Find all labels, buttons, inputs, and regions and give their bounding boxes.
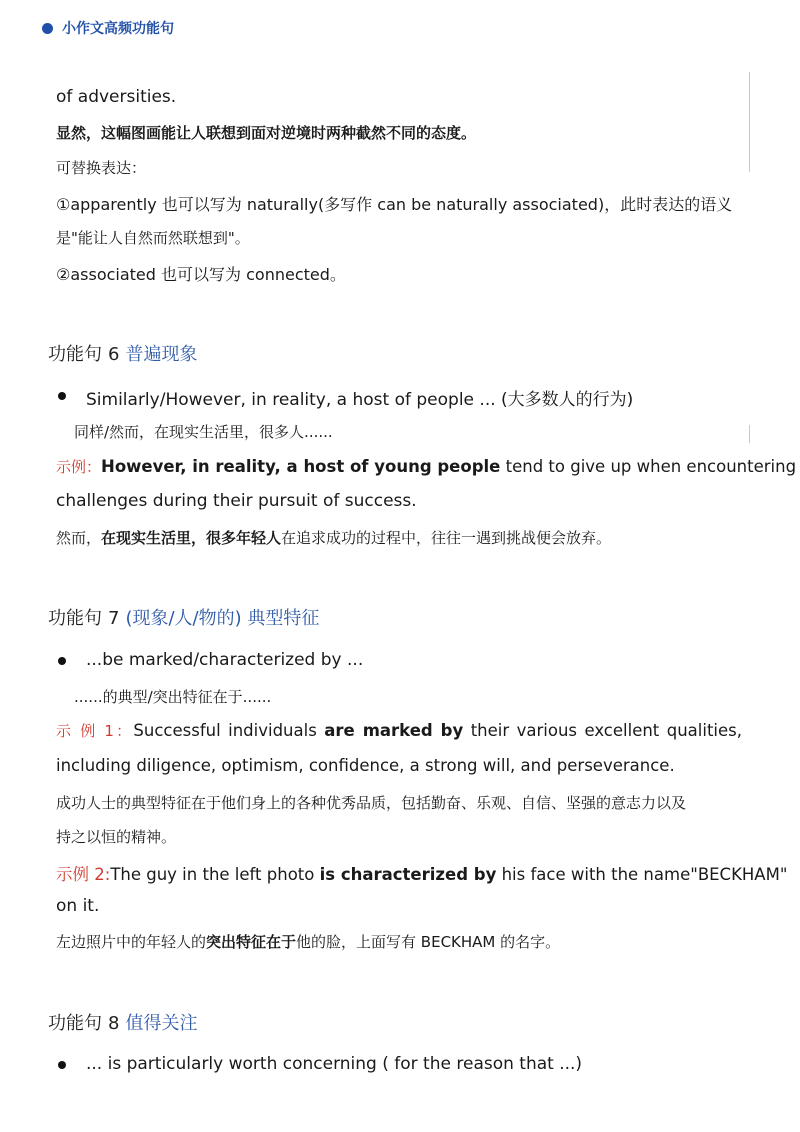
example-text: Successful individuals	[133, 721, 325, 740]
section-title: (现象/人/物的) 典型特征	[125, 608, 320, 629]
bullet-dot-icon	[42, 23, 53, 34]
margin-line	[749, 72, 750, 172]
example-text: his face with the name"BECKHAM"	[496, 865, 788, 884]
section-title: 值得关注	[125, 1013, 198, 1034]
example-label: 示例：	[56, 458, 102, 476]
bullet-icon	[58, 392, 66, 400]
example-bold: are marked by	[324, 721, 464, 740]
section-7-example-2	[56, 861, 787, 885]
example-cn-pre: 然而，	[56, 529, 102, 547]
section-number: 7	[108, 608, 120, 629]
section-6-example	[56, 456, 796, 477]
intro-line-6: ②associated 也可以写为 connected。	[56, 265, 346, 284]
section-7-example-1-cn-1: 成功人士的典型特征在于他们身上的各种优秀品质，包括勤奋、乐观、自信、坚强的意志力以及	[56, 794, 687, 812]
section-title: 普遍现象	[125, 344, 198, 365]
example-cn-b: 他的脸，上面写有 BECKHAM 的名字。	[296, 933, 561, 951]
section-prefix: 功能句	[48, 344, 102, 365]
example-rest: tend to give up when encountering	[500, 457, 797, 476]
intro-line-5: 是"能让人自然而然联想到"。	[56, 229, 250, 247]
bullet-icon	[58, 1061, 66, 1069]
example-label: 示例 2:	[56, 865, 111, 884]
section-number: 6	[108, 344, 120, 365]
section-7-bullet: ...be marked/characterized by ...	[86, 650, 364, 670]
example-cn-bold: 在现实生活里，很多年轻人	[101, 529, 282, 547]
section-7-example-2-cn	[56, 931, 560, 952]
example-bold: is characterized by	[319, 865, 497, 884]
section-prefix: 功能句	[48, 1013, 102, 1034]
example-label: 示 例 1：	[56, 722, 134, 740]
section-7-example-1-line-2: including diligence, optimism, confidence, a strong will, and perseverance.	[56, 756, 675, 775]
section-6-example-cn	[56, 527, 611, 548]
section-6-example-line-2: challenges during their pursuit of success.	[56, 491, 417, 511]
intro-line-1: of adversities.	[56, 87, 177, 107]
margin-line	[749, 425, 750, 443]
example-bold: However, in reality, a host of young people	[101, 457, 501, 476]
section-8-heading	[48, 1009, 197, 1035]
section-number: 8	[108, 1013, 120, 1034]
section-7-example-1	[56, 720, 742, 741]
header-title: 小作文高频功能句	[62, 21, 174, 37]
section-6-heading	[48, 340, 197, 366]
example-cn-bold: 突出特征在于	[206, 933, 297, 951]
section-7-bullet-cn: ......的典型/突出特征在于......	[74, 688, 272, 706]
example-cn-a: 左边照片中的年轻人的	[56, 933, 207, 951]
section-7-heading	[48, 604, 319, 630]
page-header	[42, 18, 174, 38]
example-text: The guy in the left photo	[110, 865, 320, 884]
intro-line-2: 显然，这幅图画能让人联想到面对逆境时两种截然不同的态度。	[56, 124, 477, 142]
section-8-bullet: ... is particularly worth concerning ( for the reason that ...)	[86, 1054, 583, 1074]
intro-line-4: ①apparently 也可以写为 naturally(多写作 can be naturally associated)，此时表达的语义	[56, 195, 733, 214]
example-text: their various excellent qualities,	[463, 721, 742, 740]
intro-line-3: 可替换表达：	[56, 159, 147, 177]
section-6-bullet-cn: 同样/然而，在现实生活里，很多人......	[74, 423, 333, 441]
section-7-example-1-cn-2: 持之以恒的精神。	[56, 828, 177, 846]
example-cn-rest: 在追求成功的过程中，往往一遇到挑战便会放弃。	[281, 529, 612, 547]
section-prefix: 功能句	[48, 608, 102, 629]
section-6-bullet: Similarly/However, in reality, a host of people ... (大多数人的行为)	[86, 390, 634, 410]
section-7-example-2-line-2: on it.	[56, 896, 100, 916]
bullet-icon	[58, 657, 66, 665]
